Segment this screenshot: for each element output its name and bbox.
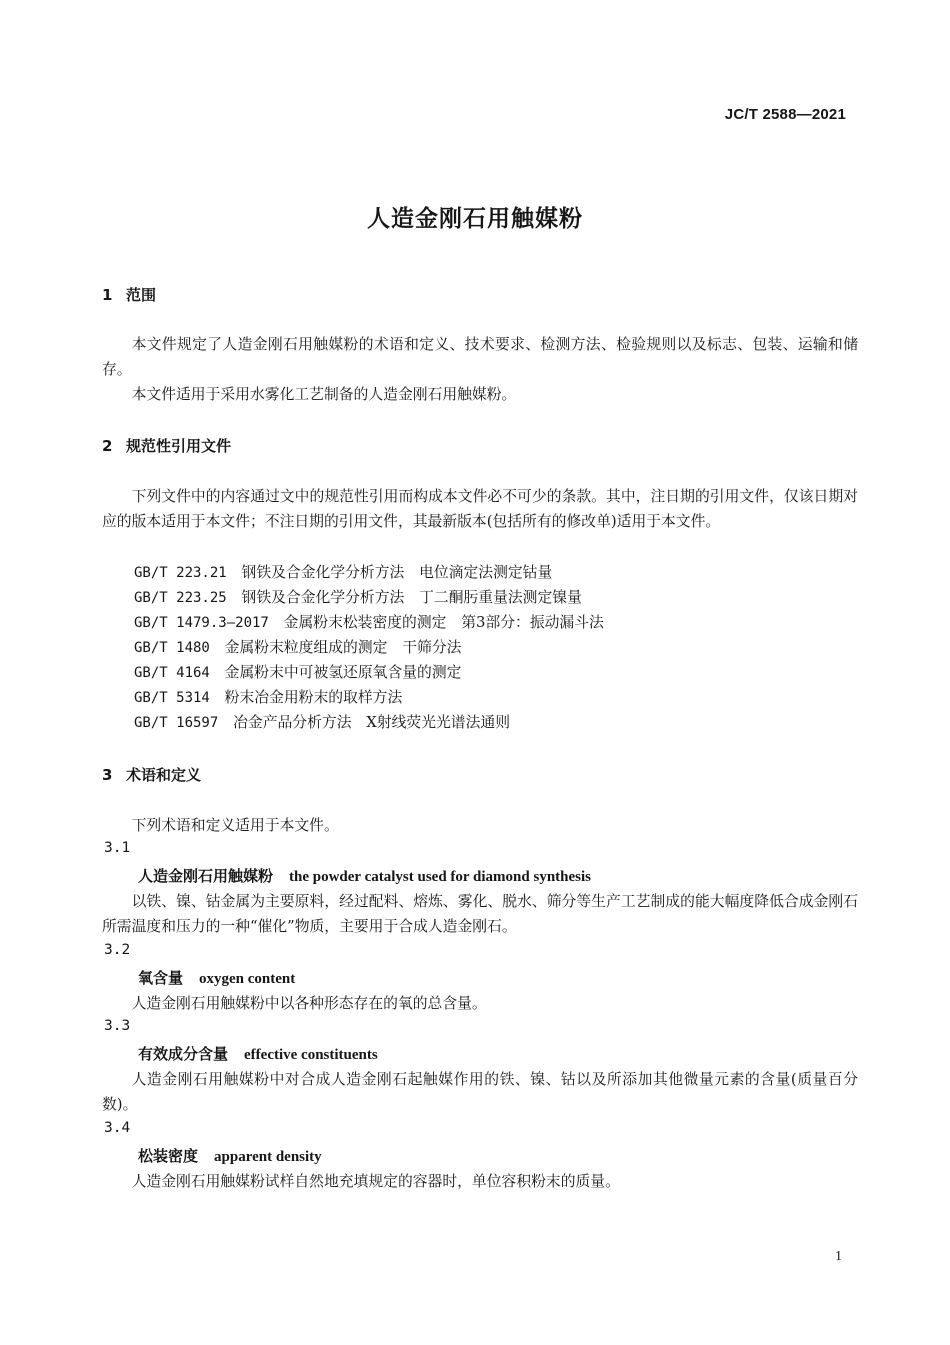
reference-item <box>134 560 552 586</box>
section-number: 2 <box>102 437 113 455</box>
section-title: 规范性引用文件 <box>126 437 232 455</box>
term-definition: 人造金刚石用触媒粉试样自然地充填规定的容器时，单位容积粉末的质量。 <box>131 1173 620 1190</box>
reference-item <box>134 635 461 661</box>
reference-item <box>134 660 461 686</box>
term-number: 3.3 <box>104 1018 131 1034</box>
reference-item <box>134 610 604 636</box>
term-number: 3.4 <box>104 1120 131 1136</box>
reference-item <box>134 710 510 736</box>
reference-code: GB/T 4164 <box>134 665 210 681</box>
term-name-en: the powder catalyst used for diamond synthesis <box>289 869 591 885</box>
section-1-paragraph-2: 本文件适用于采用水雾化工艺制备的人造金刚石用触媒粉。 <box>131 386 517 403</box>
term-name <box>138 967 295 988</box>
reference-title: 金属粉末中可被氢还原氧含量的测定 <box>224 664 462 681</box>
section-3-intro: 下列术语和定义适用于本文件。 <box>131 817 339 834</box>
term-name <box>138 1145 322 1166</box>
section-1-heading <box>102 284 156 305</box>
term-name <box>138 865 591 886</box>
page-number: 1 <box>835 1249 842 1264</box>
term-name-en: oxygen content <box>199 971 296 987</box>
term-definition: 人造金刚石用触媒粉中对合成人造金刚石起触媒作用的铁、镍、钴以及所添加其他微量元素的含量(质量百分数)。 <box>102 1071 858 1113</box>
term-number: 3.1 <box>104 840 131 856</box>
term-name-en: apparent density <box>214 1149 322 1165</box>
reference-code: GB/T 1480 <box>134 640 210 656</box>
term-number: 3.2 <box>104 942 131 958</box>
reference-code: GB/T 223.25 <box>134 590 227 606</box>
term-name-zh: 氧含量 <box>138 969 184 987</box>
section-2-heading <box>102 435 231 456</box>
reference-title: 粉末冶金用粉末的取样方法 <box>224 689 403 706</box>
term-name-zh: 人造金刚石用触媒粉 <box>138 867 274 885</box>
section-number: 1 <box>102 286 113 304</box>
section-1-paragraph-1: 本文件规定了人造金刚石用触媒粉的术语和定义、技术要求、检测方法、检验规则以及标志、包装、运输和储存。 <box>102 336 858 378</box>
section-3-heading <box>102 764 201 785</box>
reference-code: GB/T 5314 <box>134 690 210 706</box>
section-title: 术语和定义 <box>126 766 202 784</box>
section-title: 范围 <box>126 286 157 304</box>
reference-title: 钢铁及合金化学分析方法 电位滴定法测定钴量 <box>241 564 553 581</box>
reference-title: 金属粉末粒度组成的测定 干筛分法 <box>224 639 462 656</box>
reference-code: GB/T 223.21 <box>134 565 227 581</box>
reference-title: 钢铁及合金化学分析方法 丁二酮肟重量法测定镍量 <box>241 589 582 606</box>
term-name-zh: 有效成分含量 <box>138 1045 229 1063</box>
reference-item <box>134 685 402 711</box>
document-title: 人造金刚石用触媒粉 <box>367 206 583 232</box>
section-2-intro: 下列文件中的内容通过文中的规范性引用而构成本文件必不可少的条款。其中，注日期的引用文件，仅该日期对应的版本适用于本文件；不注日期的引用文件，其最新版本(包括所有的修改单)适用于本文件。 <box>102 488 858 530</box>
section-number: 3 <box>102 766 113 784</box>
term-name <box>138 1043 378 1064</box>
term-name-zh: 松装密度 <box>138 1147 199 1165</box>
term-definition: 人造金刚石用触媒粉中以各种形态存在的氧的总含量。 <box>131 995 487 1012</box>
reference-item <box>134 585 582 611</box>
standard-code: JC/T 2588—2021 <box>724 106 846 123</box>
reference-title: 金属粉末松装密度的测定 第3部分：振动漏斗法 <box>283 614 604 631</box>
reference-code: GB/T 1479.3—2017 <box>134 615 269 631</box>
term-name-en: effective constituents <box>244 1047 378 1063</box>
reference-code: GB/T 16597 <box>134 715 219 731</box>
reference-title: 冶金产品分析方法 X射线荧光光谱法通则 <box>233 714 510 731</box>
term-definition: 以铁、镍、钴金属为主要原料，经过配料、熔炼、雾化、脱水、筛分等生产工艺制成的能大幅度降低合成金刚石所需温度和压力的一种“催化”物质，主要用于合成人造金刚石。 <box>102 893 858 935</box>
